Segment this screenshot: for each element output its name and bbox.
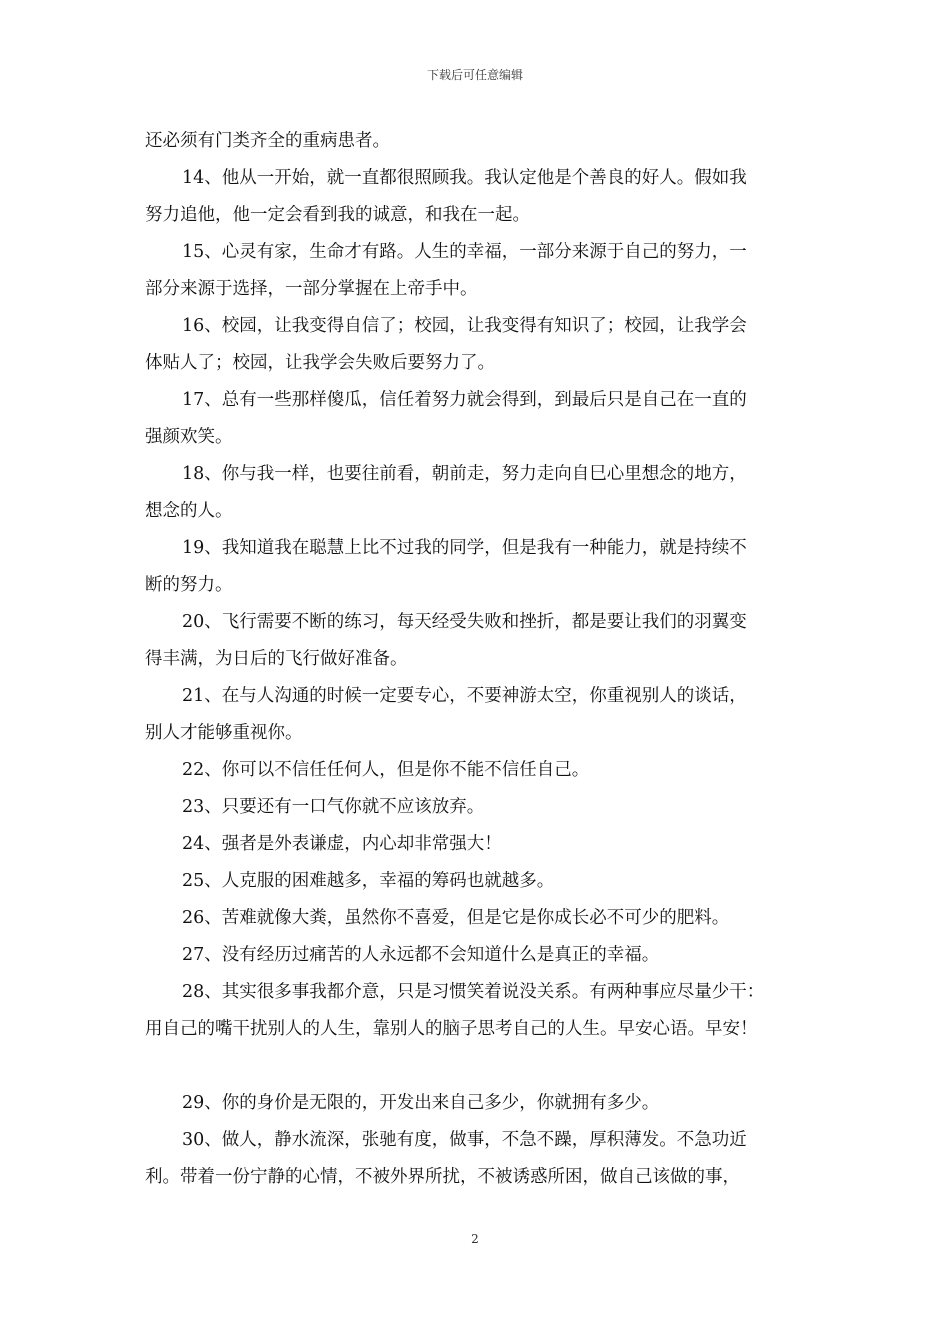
text-line: 27、没有经历过痛苦的人永远都不会知道什么是真正的幸福。 (182, 945, 660, 965)
text-line: 断的努力。 (145, 575, 233, 595)
text-line: 20、飞行需要不断的练习，每天经受失败和挫折，都是要让我们的羽翼变 (182, 612, 747, 632)
page-number: 2 (471, 1232, 479, 1246)
text-line: 22、你可以不信任任何人，但是你不能不信任自己。 (182, 760, 590, 780)
text-line: 23、只要还有一口气你就不应该放弃。 (182, 797, 485, 817)
text-line: 利。带着一份宁静的心情，不被外界所扰，不被诱惑所困，做自己该做的事， (145, 1167, 740, 1187)
text-line: 还必须有门类齐全的重病患者。 (145, 131, 390, 151)
text-line: 强颜欢笑。 (145, 427, 233, 447)
text-line: 30、做人，静水流深，张驰有度，做事，不急不躁，厚积薄发。不急功近 (182, 1130, 747, 1150)
text-line: 15、心灵有家，生命才有路。人生的幸福，一部分来源于自己的努力，一 (182, 242, 747, 262)
text-line: 别人才能够重视你。 (145, 723, 303, 743)
blank-line (145, 1048, 813, 1085)
text-line: 得丰满，为日后的飞行做好准备。 (145, 649, 408, 669)
text-line: 29、你的身价是无限的，开发出来自己多少，你就拥有多少。 (182, 1093, 660, 1113)
text-line: 想念的人。 (145, 501, 233, 521)
text-line: 17、总有一些那样傻瓜，信任着努力就会得到，到最后只是自己在一直的 (182, 390, 747, 410)
page-header: 下载后可任意编辑 (426, 68, 523, 82)
text-line: 部分来源于选择，一部分掌握在上帝手中。 (145, 279, 478, 299)
text-line: 19、我知道我在聪慧上比不过我的同学，但是我有一种能力，就是持续不 (182, 538, 747, 558)
text-line: 28、其实很多事我都介意，只是习惯笑着说没关系。有两种事应尽量少干： (182, 982, 765, 1002)
text-line: 24、强者是外表谦虚，内心却非常强大！ (182, 834, 502, 854)
text-line: 26、苦难就像大粪，虽然你不喜爱，但是它是你成长必不可少的肥料。 (182, 908, 730, 928)
text-line: 用自己的嘴干扰别人的人生，靠别人的脑子思考自己的人生。早安心语。早安！ (145, 1019, 758, 1039)
text-line: 21、在与人沟通的时候一定要专心，不要神游太空，你重视别人的谈话， (182, 686, 747, 706)
text-line: 14、他从一开始，就一直都很照顾我。我认定他是个善良的好人。假如我 (182, 168, 747, 188)
document-body (145, 123, 813, 1196)
text-line: 努力追他，他一定会看到我的诚意，和我在一起。 (145, 205, 530, 225)
text-line: 25、人克服的困难越多，幸福的筹码也就越多。 (182, 871, 555, 891)
text-line: 体贴人了；校园，让我学会失败后要努力了。 (145, 353, 495, 373)
text-line: 18、你与我一样，也要往前看，朝前走，努力走向自巳心里想念的地方， (182, 464, 747, 484)
text-line: 16、校园，让我变得自信了；校园，让我变得有知识了；校园，让我学会 (182, 316, 747, 336)
